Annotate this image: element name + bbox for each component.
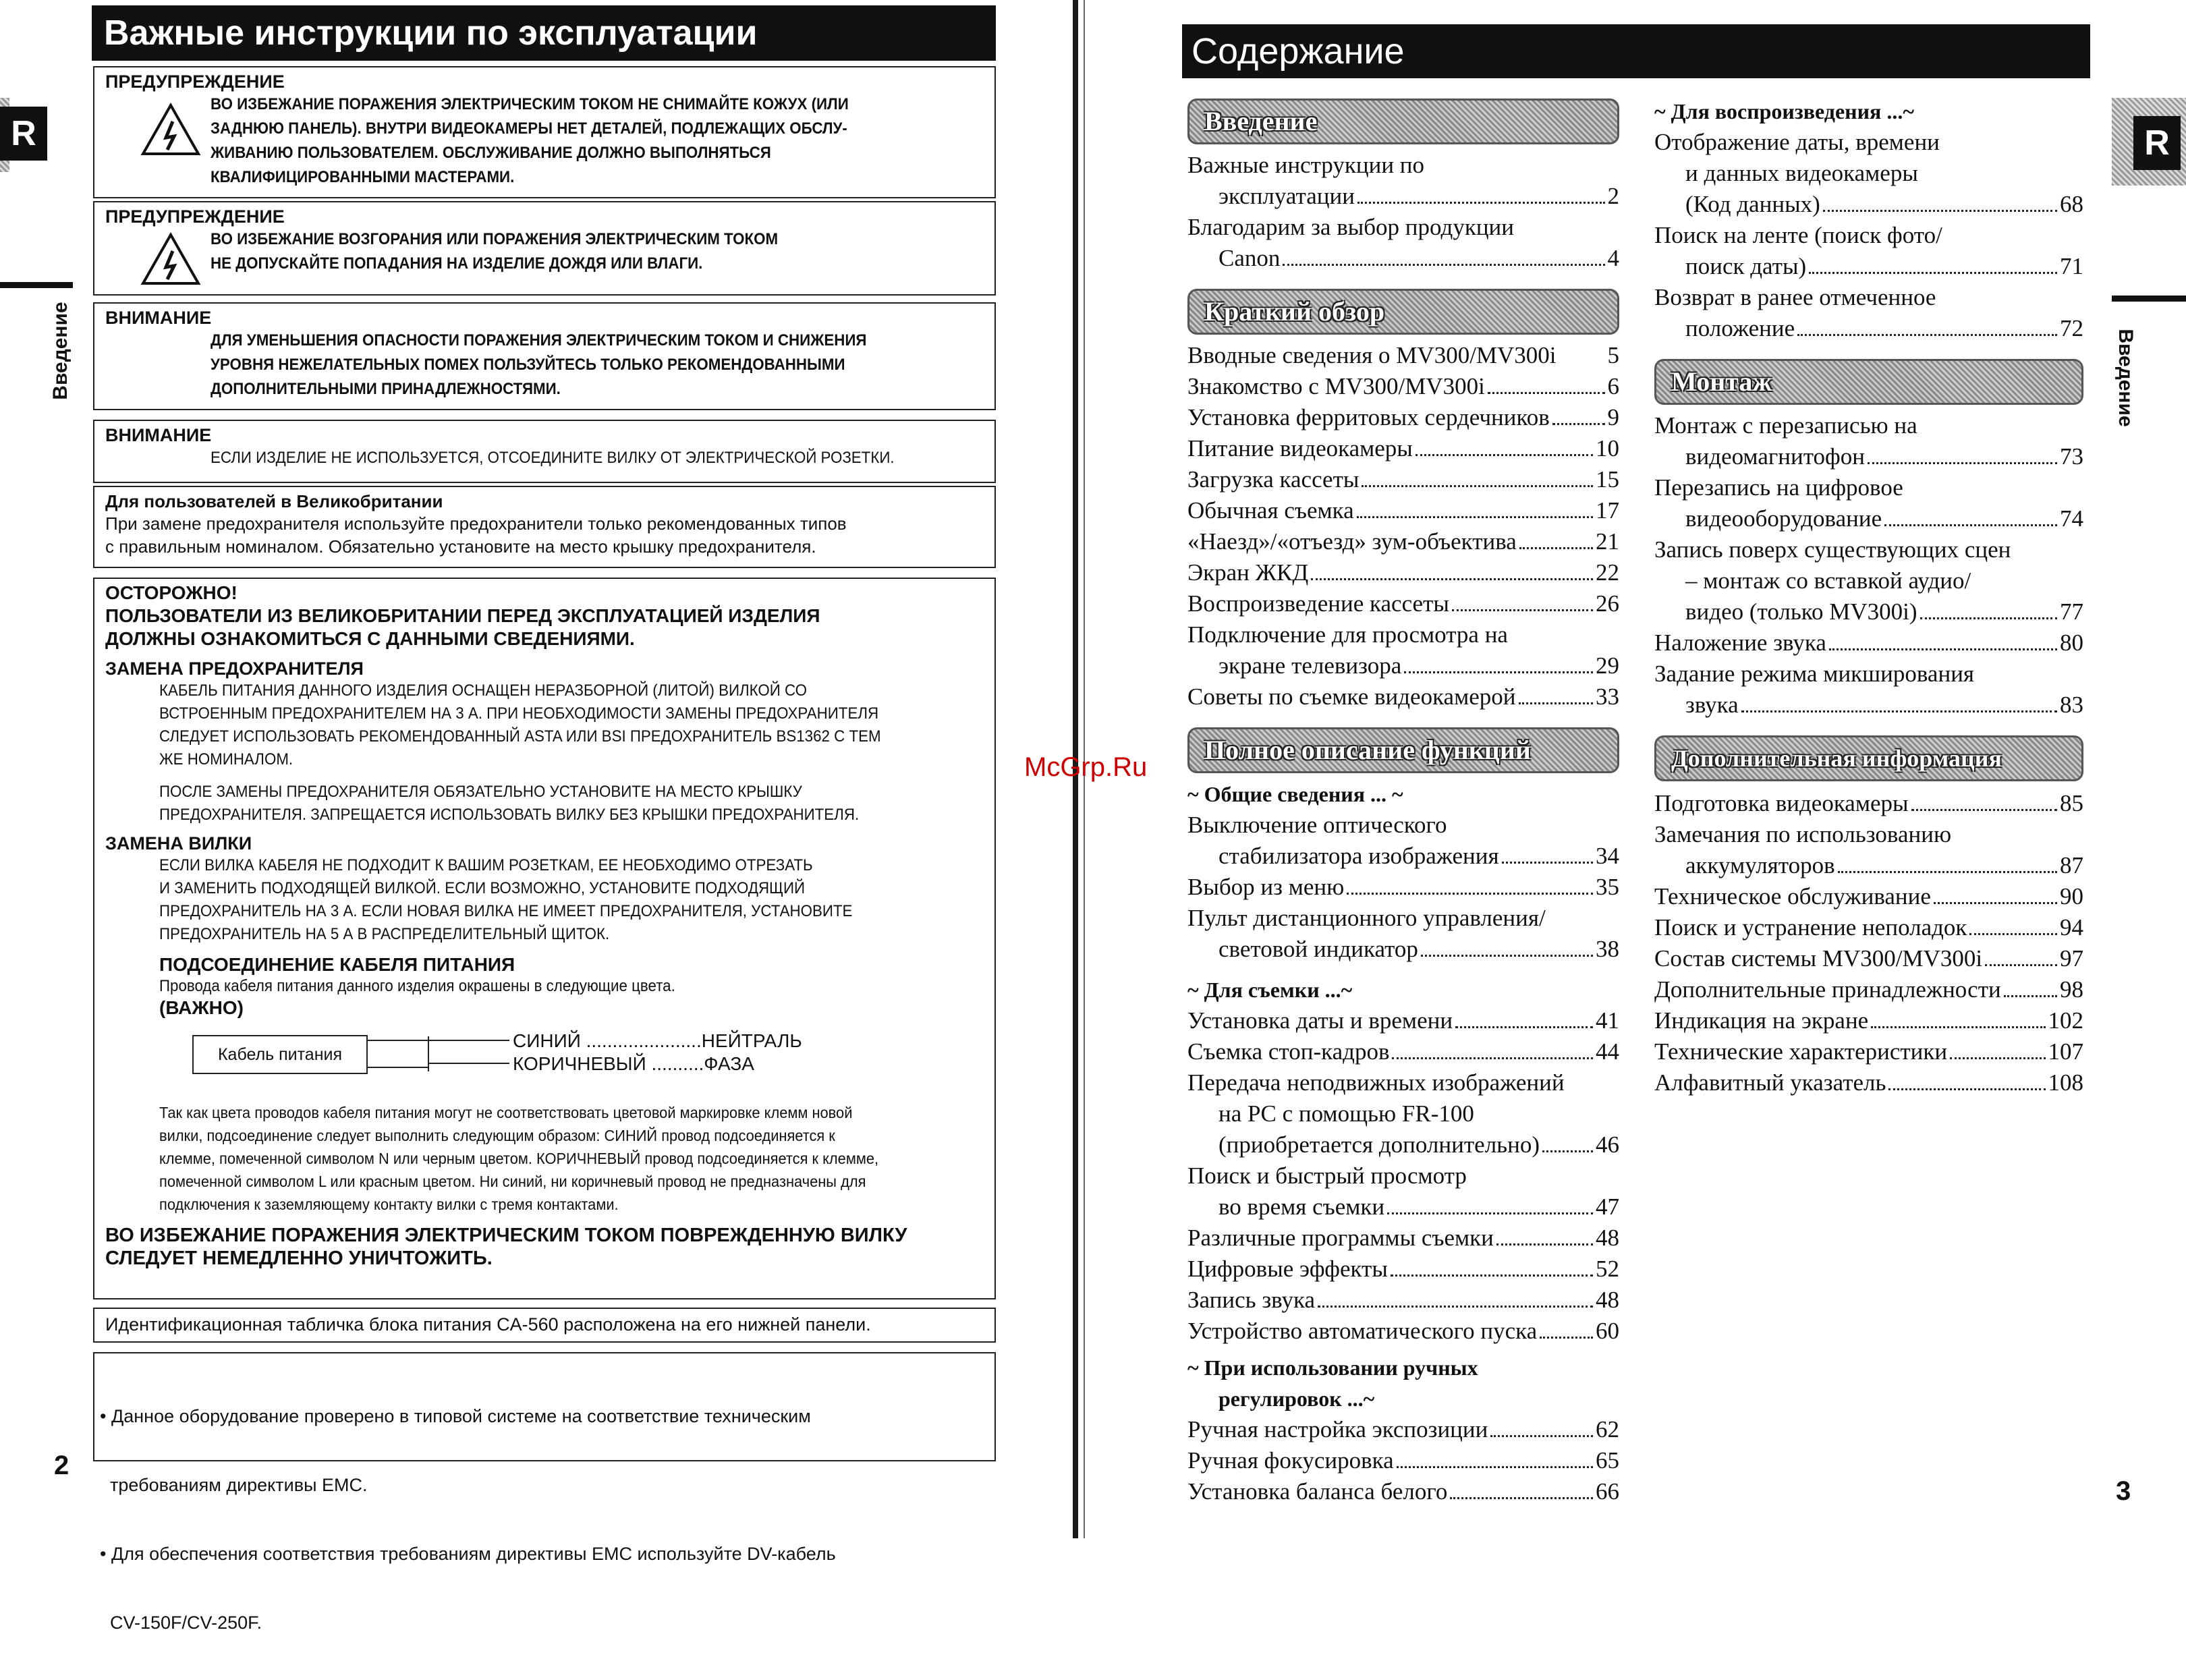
toc-entry[interactable] <box>1654 441 2083 472</box>
emc-line: • Для обеспечения соответствия требованиям директивы EMC используйте DV-кабель <box>100 1544 836 1564</box>
toc-entry-page: 97 <box>2060 945 2083 972</box>
toc-entry-page: 44 <box>1596 1038 1619 1065</box>
section-header-overview: Краткий обзор <box>1187 289 1619 335</box>
toc-entry[interactable] <box>1187 841 1619 872</box>
toc-line: Благодарим за выбор продукции <box>1187 214 1515 240</box>
section-header-edit: Монтаж <box>1654 359 2083 405</box>
plug-line: И ЗАМЕНИТЬ ПОДХОДЯЩЕЙ ВИЛКОЙ. ЕСЛИ ВОЗМОЖНО, УСТАНОВИТЕ ПОДХОДЯЩИЙ <box>159 879 806 897</box>
toc-entry-page: 65 <box>1596 1447 1619 1474</box>
toc-entry-title: Состав системы MV300/MV300i <box>1654 945 1983 972</box>
toc-line: Передача неподвижных изображений <box>1187 1069 1565 1096</box>
right-side-label: Введение <box>2114 329 2137 427</box>
toc-entry-page: 74 <box>2060 505 2083 532</box>
section-header-intro: Введение <box>1187 99 1619 144</box>
toc-entry-title: Canon <box>1218 245 1281 271</box>
toc-entry-page: 94 <box>2060 914 2083 941</box>
toc-entry-page: 107 <box>2048 1038 2083 1065</box>
cable-label: Кабель питания <box>192 1035 368 1074</box>
toc-line: Важные инструкции по <box>1187 152 1425 178</box>
toc-entry[interactable] <box>1187 433 1619 464</box>
toc-entry-title: Поиск и устранение неполадок <box>1654 914 1967 941</box>
toc-entry[interactable] <box>1654 881 2083 912</box>
toc-entry[interactable] <box>1654 690 2083 721</box>
toc-entry-page: 98 <box>2060 976 2083 1003</box>
caution-box-1 <box>93 302 996 410</box>
toc-entry-page: 60 <box>1596 1318 1619 1344</box>
warning-line: ВО ИЗБЕЖАНИЕ ПОРАЖЕНИЯ ЭЛЕКТРИЧЕСКИМ ТОКОМ НЕ СНИМАЙТЕ КОЖУХ (ИЛИ <box>211 95 849 113</box>
plug-line: ЕСЛИ ВИЛКА КАБЕЛЯ НЕ ПОДХОДИТ К ВАШИМ РОЗЕТКАМ, ЕЕ НЕОБХОДИМО ОТРЕЗАТЬ <box>159 856 813 874</box>
toc-entry-page: 35 <box>1596 874 1619 900</box>
caution-line: ДЛЯ УМЕНЬШЕНИЯ ОПАСНОСТИ ПОРАЖЕНИЯ ЭЛЕКТРИЧЕСКИМ ТОКОМ И СНИЖЕНИЯ <box>211 331 867 349</box>
toc-line: Поиск и быстрый просмотр <box>1187 1163 1467 1189</box>
emc-line: CV-150F/CV-250F. <box>100 1613 262 1633</box>
toc-entry-page: 4 <box>1607 245 1619 271</box>
toc-line: Перезапись на цифровое <box>1654 474 1903 501</box>
toc-entry-title: Индикация на экране <box>1654 1007 1869 1034</box>
id-plate-box <box>93 1308 996 1343</box>
warning-box-2 <box>93 201 996 296</box>
warning-heading: ПРЕДУПРЕЖДЕНИЕ <box>105 72 285 92</box>
toc-entry[interactable] <box>1187 557 1619 588</box>
left-side-rule <box>0 282 73 288</box>
warning-line: КВАЛИФИЦИРОВАННЫМИ МАСТЕРАМИ. <box>211 168 515 186</box>
toc-entry-title: (Код данных) <box>1685 191 1820 217</box>
toc-entry-page: 29 <box>1596 652 1619 679</box>
toc-entry-page: 22 <box>1596 559 1619 586</box>
toc-entry[interactable] <box>1187 371 1619 402</box>
toc-entry[interactable] <box>1187 243 1619 274</box>
toc-entry[interactable] <box>1187 1476 1619 1507</box>
emc-line: требованиям директивы EMC. <box>100 1475 368 1495</box>
toc-entry[interactable] <box>1187 1414 1619 1445</box>
warning-heading: ПРЕДУПРЕЖДЕНИЕ <box>105 206 285 227</box>
fuse-line: ПРЕДОХРАНИТЕЛЯ. ЗАПРЕЩАЕТСЯ ИСПОЛЬЗОВАТЬ ВИЛКУ БЕЗ КРЫШКИ ПРЕДОХРАНИТЕЛЯ. <box>159 806 860 824</box>
toc-entry-title: видеооборудование <box>1685 505 1882 532</box>
uk-users-box <box>93 486 996 568</box>
fuse-line: ВСТРОЕННЫМ ПРЕДОХРАНИТЕЛЕМ НА 3 А. ПРИ НЕОБХОДИМОСТИ ЗАМЕНЫ ПРЕДОХРАНИТЕЛЯ <box>159 704 879 723</box>
warning-line: ЗАДНЮЮ ПАНЕЛЬ). ВНУТРИ ВИДЕОКАМЕРЫ НЕТ ДЕТАЛЕЙ, ПОДЛЕЖАЩИХ ОБСЛУ- <box>211 119 847 138</box>
page-title-right: Содержание <box>1182 24 2090 78</box>
toc-entry-title: Запись звука <box>1187 1287 1315 1313</box>
toc-entry-page: 90 <box>2060 883 2083 909</box>
toc-entry-page: 71 <box>2060 253 2083 279</box>
toc-entry-title: (приобретается дополнительно) <box>1218 1131 1540 1158</box>
section-header-full: Полное описание функций <box>1187 727 1619 773</box>
toc-entry-title: положение <box>1685 315 1795 341</box>
toc-entry-page: 21 <box>1596 528 1619 555</box>
important-label: (ВАЖНО) <box>159 997 244 1018</box>
toc-entry-page: 15 <box>1596 466 1619 493</box>
toc-entry[interactable] <box>1654 974 2083 1005</box>
toc-entry-page: 72 <box>2060 315 2083 341</box>
toc-column-2 <box>1654 96 2083 1098</box>
watermark: McGrp.Ru <box>1024 752 1148 782</box>
toc-entry-page: 9 <box>1607 404 1619 430</box>
toc-line: Отображение даты, времени <box>1654 129 1940 155</box>
id-plate-text: Идентификационная табличка блока питания CA-560 расположена на его нижней панели. <box>105 1314 871 1335</box>
toc-entry-title: Советы по съемке видеокамерой <box>1187 683 1516 710</box>
uk-users-line: с правильным номиналом. Обязательно установите на место крышку предохранителя. <box>105 536 816 557</box>
right-side-tab: R <box>2133 116 2181 170</box>
subsection-general: ~ Общие сведения ... ~ <box>1187 782 1403 806</box>
uk-intro-line: ПОЛЬЗОВАТЕЛИ ИЗ ВЕЛИКОБРИТАНИИ ПЕРЕД ЭКСПЛУАТАЦИЕЙ ИЗДЕЛИЯ <box>105 605 820 626</box>
toc-entry[interactable] <box>1187 681 1619 712</box>
toc-entry-title: Выбор из меню <box>1187 874 1345 900</box>
toc-entry-page: 85 <box>2060 790 2083 816</box>
toc-line: Пульт дистанционного управления/ <box>1187 905 1546 931</box>
toc-entry-title: Вводные сведения о MV300/MV300i <box>1187 342 1557 368</box>
subsection-manual: ~ При использовании ручных <box>1187 1355 1478 1380</box>
toc-entry-page: 47 <box>1596 1194 1619 1220</box>
toc-entry[interactable] <box>1187 1254 1619 1285</box>
toc-entry[interactable] <box>1187 464 1619 495</box>
toc-entry-title: Подготовка видеокамеры <box>1654 790 1909 816</box>
caution-heading: ВНИМАНИЕ <box>105 425 212 445</box>
toc-entry-page: 102 <box>2048 1007 2083 1034</box>
toc-entry[interactable] <box>1187 1005 1619 1036</box>
final-warning-line: ВО ИЗБЕЖАНИЕ ПОРАЖЕНИЯ ЭЛЕКТРИЧЕСКИМ ТОКОМ ПОВРЕЖДЕННУЮ ВИЛКУ <box>105 1225 907 1246</box>
toc-line: Подключение для просмотра на <box>1187 621 1508 648</box>
toc-column-1 <box>1187 99 1619 1507</box>
note-line: помеченной символом L или красным цветом. Ни синий, ни коричневый провод не предназначены для <box>159 1173 866 1190</box>
toc-entry[interactable] <box>1654 503 2083 534</box>
caution-heading: ВНИМАНИЕ <box>105 308 212 328</box>
caution-line: ДОПОЛНИТЕЛЬНЫМИ ПРИНАДЛЕЖНОСТЯМИ. <box>211 380 561 398</box>
toc-entry-page: 48 <box>1596 1225 1619 1251</box>
toc-line: на PC с помощью FR-100 <box>1218 1100 1474 1127</box>
toc-entry-page: 108 <box>2048 1069 2083 1096</box>
toc-entry[interactable] <box>1187 181 1619 212</box>
toc-entry[interactable] <box>1187 402 1619 433</box>
toc-entry-title: «Наезд»/«отъезд» зум-объектива <box>1187 528 1517 555</box>
toc-entry-title: стабилизатора изображения <box>1218 843 1499 869</box>
fuse-line: КАБЕЛЬ ПИТАНИЯ ДАННОГО ИЗДЕЛИЯ ОСНАЩЕН НЕРАЗБОРНОЙ (ЛИТОЙ) ВИЛКОЙ СО <box>159 681 808 700</box>
wire-brown: КОРИЧНЕВЫЙ ..........ФАЗА <box>513 1053 754 1074</box>
toc-entry-title: Наложение звука <box>1654 629 1826 656</box>
toc-entry[interactable] <box>1187 1285 1619 1316</box>
fuse-line: ПОСЛЕ ЗАМЕНЫ ПРЕДОХРАНИТЕЛЯ ОБЯЗАТЕЛЬНО УСТАНОВИТЕ НА МЕСТО КРЫШКУ <box>159 783 802 801</box>
warning-line: ВО ИЗБЕЖАНИЕ ВОЗГОРАНИЯ ИЛИ ПОРАЖЕНИЯ ЭЛЕКТРИЧЕСКИМ ТОКОМ <box>211 230 779 248</box>
toc-entry-title: Обычная съемка <box>1187 497 1354 524</box>
toc-line: – монтаж со вставкой аудио/ <box>1685 567 1971 594</box>
toc-entry[interactable] <box>1187 1192 1619 1223</box>
warning-line: НЕ ДОПУСКАЙТЕ ПОПАДАНИЯ НА ИЗДЕЛИЕ ДОЖДЯ ИЛИ ВЛАГИ. <box>211 254 703 273</box>
toc-entry[interactable] <box>1187 872 1619 903</box>
toc-entry[interactable] <box>1654 788 2083 819</box>
toc-entry-title: Цифровые эффекты <box>1187 1256 1388 1282</box>
toc-entry-title: Загрузка кассеты <box>1187 466 1360 493</box>
toc-entry[interactable] <box>1654 1005 2083 1036</box>
toc-entry-page: 17 <box>1596 497 1619 524</box>
note-line: клемме, помеченной символом N или черным цветом. КОРИЧНЕВЫЙ провод подсоединяется к клемме, <box>159 1150 879 1167</box>
toc-entry-title: Питание видеокамеры <box>1187 435 1413 461</box>
uk-users-line: При замене предохранителя используйте предохранители только рекомендованных типов <box>105 513 847 534</box>
page-title-left: Важные инструкции по эксплуатации <box>92 5 996 61</box>
right-side-rule <box>2112 296 2186 302</box>
section-header-extra: Дополнительная информация <box>1654 735 2083 781</box>
toc-line: Задание режима микширования <box>1654 661 1975 687</box>
toc-entry[interactable] <box>1654 912 2083 943</box>
toc-entry[interactable] <box>1187 340 1619 371</box>
toc-entry-title: Техническое обслуживание <box>1654 883 1931 909</box>
page-number-right: 3 <box>2116 1476 2131 1506</box>
toc-entry-page: 83 <box>2060 692 2083 718</box>
toc-entry[interactable] <box>1187 650 1619 681</box>
toc-entry-title: видео (только MV300i) <box>1685 598 1917 625</box>
toc-line: Поиск на ленте (поиск фото/ <box>1654 222 1942 248</box>
fuse-line: ЖЕ НОМИНАЛОМ. <box>159 750 293 768</box>
toc-entry-page: 80 <box>2060 629 2083 656</box>
toc-entry-page: 48 <box>1596 1287 1619 1313</box>
connect-text: Провода кабеля питания данного изделия окрашены в следующие цвета. <box>159 977 675 995</box>
toc-entry-title: Установка даты и времени <box>1187 1007 1453 1034</box>
toc-entry-title: Знакомство с MV300/MV300i <box>1187 373 1485 399</box>
toc-entry-title: видеомагнитофон <box>1685 443 1865 470</box>
toc-line: Возврат в ранее отмеченное <box>1654 284 1936 310</box>
subsection-manual-cont: регулировок ...~ <box>1218 1387 1375 1411</box>
toc-entry-page: 73 <box>2060 443 2083 470</box>
toc-entry[interactable] <box>1187 1223 1619 1254</box>
toc-entry-title: Ручная фокусировка <box>1187 1447 1394 1474</box>
toc-entry[interactable] <box>1654 627 2083 659</box>
fuse-heading: ЗАМЕНА ПРЕДОХРАНИТЕЛЯ <box>105 659 364 679</box>
note-line: Так как цвета проводов кабеля питания могут не соответствовать цветовой маркировке клемм новой <box>159 1104 853 1121</box>
caution-box-2 <box>93 420 996 483</box>
toc-entry[interactable] <box>1187 1129 1619 1160</box>
toc-entry-page: 62 <box>1596 1416 1619 1443</box>
toc-line: Запись поверх существующих сцен <box>1654 536 2011 563</box>
toc-entry[interactable] <box>1654 1067 2083 1098</box>
toc-entry-title: световой индикатор <box>1218 936 1418 962</box>
toc-entry-title: Экран ЖКД <box>1187 559 1309 586</box>
toc-entry[interactable] <box>1187 588 1619 619</box>
toc-entry-page: 26 <box>1596 590 1619 617</box>
toc-entry-page: 34 <box>1596 843 1619 869</box>
toc-entry-title: Различные программы съемки <box>1187 1225 1494 1251</box>
toc-entry-title: эксплуатации <box>1218 183 1355 209</box>
toc-entry-title: Алфавитный указатель <box>1654 1069 1886 1096</box>
toc-entry-page: 38 <box>1596 936 1619 962</box>
note-line: подключения к заземляющему контакту вилки с тремя контактами. <box>159 1196 619 1213</box>
toc-entry-title: аккумуляторов <box>1685 852 1835 878</box>
toc-entry[interactable] <box>1187 1036 1619 1067</box>
toc-entry-page: 52 <box>1596 1256 1619 1282</box>
toc-entry-title: Ручная настройка экспозиции <box>1187 1416 1488 1443</box>
left-side-label: Введение <box>49 302 72 400</box>
page-number-left: 2 <box>54 1451 69 1480</box>
toc-entry[interactable] <box>1654 313 2083 344</box>
toc-entry-page: 33 <box>1596 683 1619 710</box>
toc-entry-title: Установка ферритовых сердечников <box>1187 404 1550 430</box>
caution-title: ОСТОРОЖНО! <box>105 582 237 603</box>
toc-entry[interactable] <box>1187 1316 1619 1347</box>
toc-entry-title: Воспроизведение кассеты <box>1187 590 1449 617</box>
toc-entry[interactable] <box>1187 1445 1619 1476</box>
connect-heading: ПОДСОЕДИНЕНИЕ КАБЕЛЯ ПИТАНИЯ <box>159 954 515 975</box>
plug-line: ПРЕДОХРАНИТЕЛЬ НА 5 А В РАСПРЕДЕЛИТЕЛЬНЫЙ ЩИТОК. <box>159 925 610 943</box>
final-warning-line: СЛЕДУЕТ НЕМЕДЛЕННО УНИЧТОЖИТЬ. <box>105 1248 493 1269</box>
uk-intro-line: ДОЛЖНЫ ОЗНАКОМИТЬСЯ С ДАННЫМИ СВЕДЕНИЯМИ. <box>105 628 635 649</box>
subsection-playback: ~ Для воспроизведения ...~ <box>1654 99 1914 123</box>
toc-entry-page: 46 <box>1596 1131 1619 1158</box>
toc-entry[interactable] <box>1654 189 2083 220</box>
emc-box <box>93 1352 996 1633</box>
emc-line: • Данное оборудование проверено в типовой системе на соответствие техническим <box>100 1406 811 1426</box>
toc-entry-page: 5 <box>1607 342 1619 368</box>
toc-entry-page: 10 <box>1596 435 1619 461</box>
toc-entry[interactable] <box>1654 251 2083 282</box>
toc-entry-title: Дополнительные принадлежности <box>1654 976 2001 1003</box>
cable-diagram <box>94 1021 994 1086</box>
toc-entry-page: 66 <box>1596 1478 1619 1505</box>
toc-entry-title: во время съемки <box>1218 1194 1385 1220</box>
toc-entry-page: 68 <box>2060 191 2083 217</box>
cable-wires-icon <box>368 1031 509 1078</box>
toc-line: Монтаж с перезаписью на <box>1654 412 1917 439</box>
toc-entry-title: поиск даты) <box>1685 253 1807 279</box>
electric-shock-warning-icon <box>140 232 201 286</box>
toc-line: Замечания по использованию <box>1654 821 1952 847</box>
toc-line: Выключение оптического <box>1187 812 1447 838</box>
left-side-tab: R <box>0 107 47 161</box>
toc-entry-title: Устройство автоматического пуска <box>1187 1318 1538 1344</box>
warning-line: ЖИВАНИЮ ПОЛЬЗОВАТЕЛЕМ. ОБСЛУЖИВАНИЕ ДОЛЖНО ВЫПОЛНЯТЬСЯ <box>211 144 771 162</box>
toc-entry-page: 6 <box>1607 373 1619 399</box>
toc-entry-page: 2 <box>1607 183 1619 209</box>
toc-entry[interactable] <box>1654 850 2083 881</box>
toc-entry-title: Установка баланса белого <box>1187 1478 1448 1505</box>
fuse-line: СЛЕДУЕТ ИСПОЛЬЗОВАТЬ РЕКОМЕНДОВАННЫЙ ASTA ИЛИ BSI ПРЕДОХРАНИТЕЛЬ BS1362 С ТЕМ <box>159 727 881 746</box>
toc-line: и данных видеокамеры <box>1685 160 1918 186</box>
toc-entry[interactable] <box>1654 596 2083 627</box>
plug-line: ПРЕДОХРАНИТЕЛЬ НА 3 А. ЕСЛИ НОВАЯ ВИЛКА НЕ ИМЕЕТ ПРЕДОХРАНИТЕЛЯ, УСТАНОВИТЕ <box>159 902 853 920</box>
toc-entry-title: звука <box>1685 692 1739 718</box>
uk-plug-box <box>93 578 996 1299</box>
toc-entry[interactable] <box>1654 943 2083 974</box>
toc-entry-title: экране телевизора <box>1218 652 1402 679</box>
toc-entry[interactable] <box>1187 495 1619 526</box>
toc-entry-page: 41 <box>1596 1007 1619 1034</box>
toc-entry[interactable] <box>1187 526 1619 557</box>
toc-entry-page: 77 <box>2060 598 2083 625</box>
warning-box-1 <box>93 66 996 198</box>
toc-entry[interactable] <box>1187 934 1619 965</box>
toc-entry[interactable] <box>1654 1036 2083 1067</box>
caution-line: УРОВНЯ НЕЖЕЛАТЕЛЬНЫХ ПОМЕХ ПОЛЬЗУЙТЕСЬ ТОЛЬКО РЕКОМЕНДОВАННЫМИ <box>211 356 845 374</box>
electric-shock-warning-icon <box>140 103 201 157</box>
wire-blue: СИНИЙ ......................НЕЙТРАЛЬ <box>513 1030 802 1051</box>
plug-heading: ЗАМЕНА ВИЛКИ <box>105 833 252 853</box>
toc-entry-page: 87 <box>2060 852 2083 878</box>
note-line: вилки, подсоединение следует выполнить следующим образом: СИНИЙ провод подсоединяется к <box>159 1127 835 1144</box>
toc-entry-title: Технические характеристики <box>1654 1038 1948 1065</box>
uk-users-heading: Для пользователей в Великобритании <box>105 491 443 511</box>
toc-entry-title: Съемка стоп-кадров <box>1187 1038 1390 1065</box>
subsection-shooting: ~ Для съемки ...~ <box>1187 978 1353 1002</box>
caution-text: ЕСЛИ ИЗДЕЛИЕ НЕ ИСПОЛЬЗУЕТСЯ, ОТСОЕДИНИТЕ ВИЛКУ ОТ ЭЛЕКТРИЧЕСКОЙ РОЗЕТКИ. <box>211 449 895 467</box>
